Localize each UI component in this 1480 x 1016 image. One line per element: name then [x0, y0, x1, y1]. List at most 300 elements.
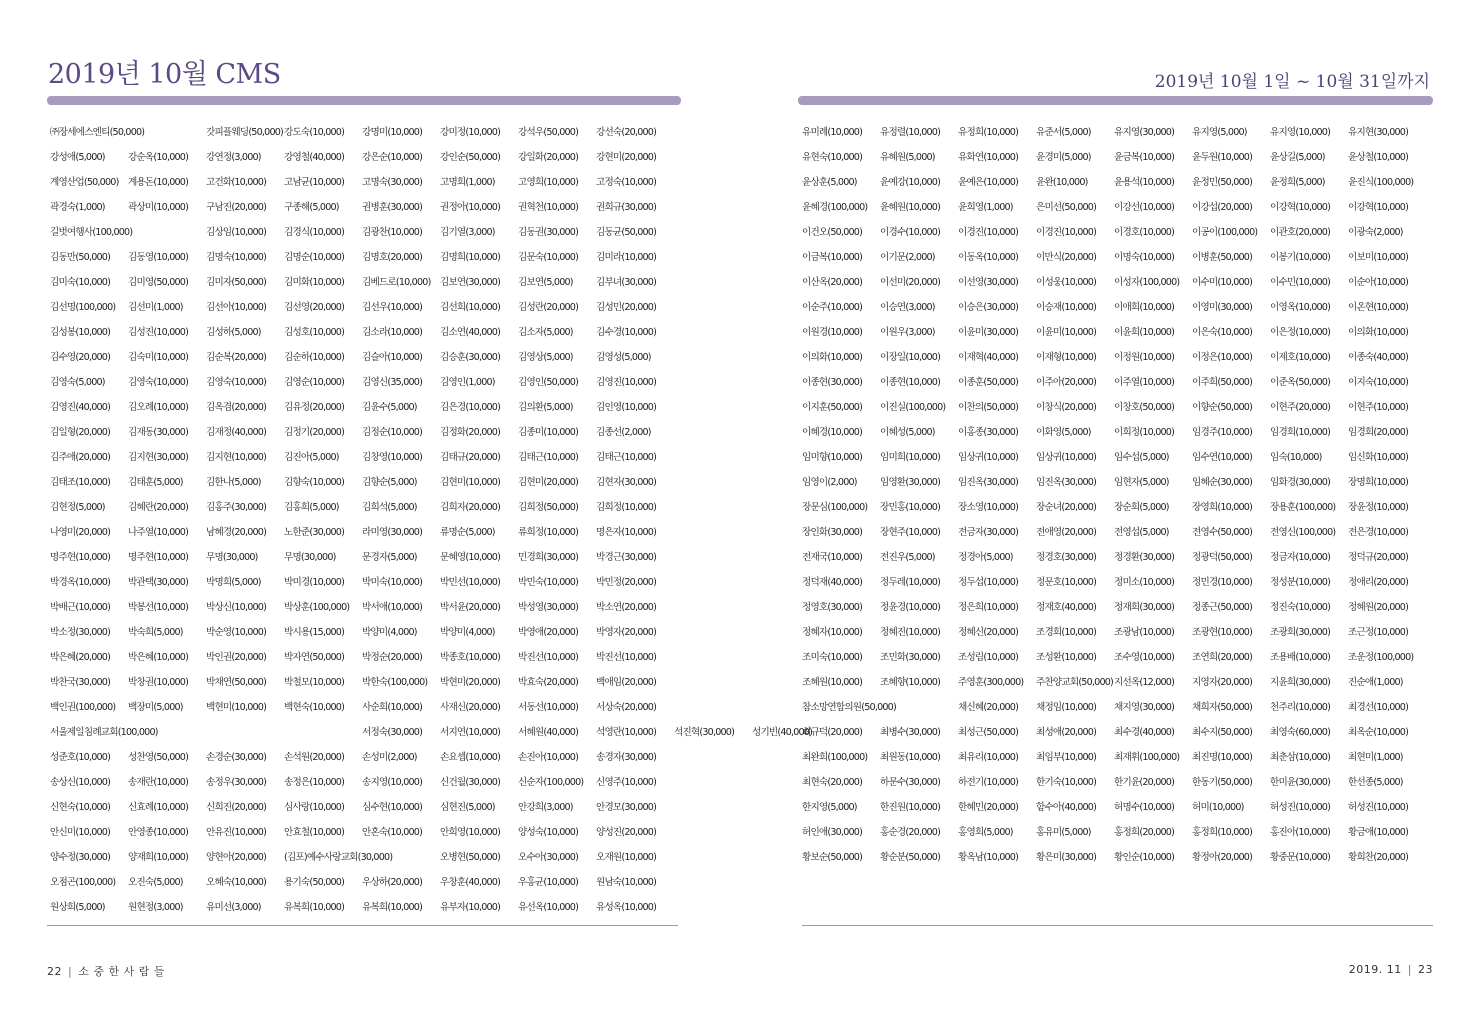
donor-entry: 최춘삼(10,000): [1270, 751, 1331, 763]
donor-entry: 지선옥(12,000): [1114, 676, 1175, 688]
donor-row: [50, 743, 680, 768]
donor-entry: 서상숙(20,000): [596, 701, 657, 713]
donor-entry: 곽경숙(1,000): [50, 201, 105, 213]
donor-entry: 이강혁(10,000): [1348, 201, 1409, 213]
donor-entry: 김영인(1,000): [440, 376, 495, 388]
donor-entry: 이보미(10,000): [1348, 251, 1409, 263]
donor-row: [802, 468, 1432, 493]
donor-row: [50, 818, 680, 843]
donor-entry: 정민경(10,000): [1192, 576, 1253, 588]
donor-entry: 이혜경(10,000): [802, 426, 863, 438]
donor-row: [802, 168, 1432, 193]
donor-entry: 김희자(20,000): [440, 501, 501, 513]
donor-entry: 황은미(30,000): [1036, 851, 1097, 863]
donor-entry: 김상임(10,000): [206, 226, 267, 238]
donor-entry: 허성진(10,000): [1270, 801, 1331, 813]
donor-row: [50, 168, 680, 193]
donor-entry: 강일화(20,000): [518, 151, 579, 163]
donor-entry: 정윤경(10,000): [880, 601, 941, 613]
donor-entry: 구남진(20,000): [206, 201, 267, 213]
donor-entry: 허성진(10,000): [1348, 801, 1409, 813]
donor-entry: 김희석(5,000): [362, 501, 417, 513]
donor-entry: 정경환(30,000): [1114, 551, 1175, 563]
donor-entry: 이재형(10,000): [1036, 351, 1097, 363]
donor-row: [802, 743, 1432, 768]
donor-entry: 이강선(10,000): [1114, 201, 1175, 213]
donor-row: [802, 818, 1432, 843]
donor-entry: 이진실(100,000): [880, 401, 946, 413]
donor-entry: 이종훈(50,000): [958, 376, 1019, 388]
donor-entry: 김영성(5,000): [596, 351, 651, 363]
donor-entry: 박명희(5,000): [206, 576, 261, 588]
donor-entry: 김정기(20,000): [284, 426, 345, 438]
donor-entry: 조성환(10,000): [1036, 651, 1097, 663]
donor-entry: 강현미(20,000): [596, 151, 657, 163]
donor-row: [802, 793, 1432, 818]
donor-entry: 정혜자(10,000): [802, 626, 863, 638]
donor-entry: 김영진(40,000): [50, 401, 111, 413]
donor-entry: 유혜원(5,000): [880, 151, 935, 163]
donor-entry: 최성애(20,000): [1036, 726, 1097, 738]
donor-entry: 정두섭(10,000): [958, 576, 1019, 588]
donor-entry: 장소영(10,000): [958, 501, 1019, 513]
donor-entry: 성기빈(40,000): [752, 726, 813, 738]
donor-entry: 김기열(3,000): [440, 226, 495, 238]
donor-entry: 장윤정(10,000): [1348, 501, 1409, 513]
donor-row: [50, 118, 680, 143]
donor-entry: 문혜영(10,000): [440, 551, 501, 563]
donor-entry: 홍유미(5,000): [1036, 826, 1091, 838]
donor-entry: 박양미(4,000): [440, 626, 495, 638]
donor-entry: 강인순(50,000): [440, 151, 501, 163]
donor-entry: 박자연(50,000): [284, 651, 345, 663]
donor-entry: 이의화(10,000): [1348, 326, 1409, 338]
donor-entry: 임상귀(10,000): [1036, 451, 1097, 463]
donor-entry: 김성봉(10,000): [50, 326, 111, 338]
donor-entry: 강영철(40,000): [284, 151, 345, 163]
donor-entry: 권혁천(10,000): [518, 201, 579, 213]
donor-entry: 우상하(20,000): [362, 876, 423, 888]
donor-entry: 백현숙(10,000): [284, 701, 345, 713]
donor-entry: 이주열(10,000): [1114, 376, 1175, 388]
donor-entry: 정덕규(20,000): [1348, 551, 1409, 563]
donor-entry: 양성숙(10,000): [518, 826, 579, 838]
donor-entry: 이주희(50,000): [1192, 376, 1253, 388]
donor-entry: 박양미(4,000): [362, 626, 417, 638]
donor-entry: 권정아(10,000): [440, 201, 501, 213]
donor-entry: 김미화(10,000): [284, 276, 345, 288]
donor-entry: 김현자(30,000): [596, 476, 657, 488]
donor-entry: 김영숙(10,000): [128, 376, 189, 388]
donor-entry: 박영애(20,000): [518, 626, 579, 638]
donor-entry: 황정아(20,000): [1192, 851, 1253, 863]
donor-row: [50, 693, 680, 718]
donor-entry: 조운정(100,000): [1348, 651, 1414, 663]
donor-entry: 조미숙(10,000): [802, 651, 863, 663]
donor-row: [50, 518, 680, 543]
donor-entry: 원남숙(10,000): [596, 876, 657, 888]
donor-entry: 우홍균(10,000): [518, 876, 579, 888]
donor-entry: 박상신(10,000): [206, 601, 267, 613]
donor-row: [802, 418, 1432, 443]
donor-entry: 이성웅(10,000): [1036, 276, 1097, 288]
donor-entry: 조광남(10,000): [1114, 626, 1175, 638]
donor-entry: 손경순(30,000): [206, 751, 267, 763]
donor-entry: 박철모(10,000): [284, 676, 345, 688]
donor-entry: 박숙희(5,000): [128, 626, 183, 638]
donor-entry: 김소연(40,000): [440, 326, 501, 338]
donor-entry: 임수연(10,000): [1192, 451, 1253, 463]
donor-entry: 전영섭(5,000): [1114, 526, 1169, 538]
donor-entry: 이승재(10,000): [1036, 301, 1097, 313]
donor-entry: 정혜원(20,000): [1348, 601, 1409, 613]
donor-entry: 이창식(20,000): [1036, 401, 1097, 413]
donor-entry: 박관택(30,000): [128, 576, 189, 588]
donor-entry: 이건오(50,000): [802, 226, 863, 238]
donor-entry: 유현숙(10,000): [802, 151, 863, 163]
donor-entry: 지윤희(30,000): [1270, 676, 1331, 688]
donor-row: [50, 843, 680, 868]
donor-entry: 유지영(10,000): [1270, 126, 1331, 138]
donor-entry: 이선영(30,000): [958, 276, 1019, 288]
donor-entry: 한기숙(10,000): [1036, 776, 1097, 788]
donor-entry: 이윤미(30,000): [958, 326, 1019, 338]
donor-entry: 안신미(10,000): [50, 826, 111, 838]
donor-entry: 황희찬(20,000): [1348, 851, 1409, 863]
donor-entry: 박순영(10,000): [206, 626, 267, 638]
donor-entry: 김성하(5,000): [206, 326, 261, 338]
donor-entry: 한미윤(30,000): [1270, 776, 1331, 788]
donor-entry: 윤희영(1,000): [958, 201, 1013, 213]
donor-entry: 정금자(10,000): [1270, 551, 1331, 563]
donor-entry: 황순분(50,000): [880, 851, 941, 863]
donor-entry: 이애희(10,000): [1114, 301, 1175, 313]
donor-row: [802, 318, 1432, 343]
donor-entry: 이성자(100,000): [1114, 276, 1180, 288]
donor-entry: 채신혜(20,000): [958, 701, 1019, 713]
donor-entry: 이정은(10,000): [1192, 351, 1253, 363]
donor-row: [802, 118, 1432, 143]
donor-entry: 박미숙(10,000): [362, 576, 423, 588]
donor-entry: 안경모(30,000): [596, 801, 657, 813]
donor-entry: 갓피플웨딩(50,000): [206, 126, 283, 138]
donor-entry: 김향숙(10,000): [284, 476, 345, 488]
donor-row: [802, 518, 1432, 543]
donor-entry: 허인애(30,000): [802, 826, 863, 838]
donor-entry: 김현미(20,000): [518, 476, 579, 488]
footer-separator: |: [1407, 963, 1412, 976]
donor-entry: 김재동(30,000): [128, 426, 189, 438]
donor-entry: 허명수(10,000): [1114, 801, 1175, 813]
donor-entry: 허미(10,000): [1192, 801, 1244, 813]
donor-entry: 김명희(10,000): [440, 251, 501, 263]
page-title: 2019년 10월 CMS: [48, 59, 281, 90]
donor-entry: 사재신(20,000): [440, 701, 501, 713]
donor-entry: 고건화(10,000): [206, 176, 267, 188]
donor-entry: 이향순(50,000): [1192, 401, 1253, 413]
donor-entry: 박효숙(20,000): [518, 676, 579, 688]
donor-entry: 김종선(2,000): [596, 426, 651, 438]
donor-entry: 오점곤(100,000): [50, 876, 116, 888]
donor-entry: 장순녀(20,000): [1036, 501, 1097, 513]
donor-entry: 박배근(10,000): [50, 601, 111, 613]
donor-entry: 유지영(30,000): [1114, 126, 1175, 138]
donor-entry: 유부자(10,000): [440, 901, 501, 913]
donor-entry: 백현미(10,000): [206, 701, 267, 713]
donor-entry: 이은정(10,000): [1270, 326, 1331, 338]
donor-entry: 성찬영(50,000): [128, 751, 189, 763]
donor-entry: 유준서(5,000): [1036, 126, 1091, 138]
donor-entry: 서울제일침례교회(100,000): [50, 726, 158, 738]
donor-entry: 임영환(30,000): [880, 476, 941, 488]
donor-entry: 박서윤(20,000): [440, 601, 501, 613]
donor-row: [802, 293, 1432, 318]
donor-entry: 박채연(50,000): [206, 676, 267, 688]
donor-entry: 심수현(10,000): [362, 801, 423, 813]
donor-entry: 박민정(20,000): [596, 576, 657, 588]
donor-entry: 정은희(10,000): [958, 601, 1019, 613]
donor-entry: 김순하(10,000): [284, 351, 345, 363]
donor-entry: 주영훈(300,000): [958, 676, 1024, 688]
donor-entry: 송지영(10,000): [362, 776, 423, 788]
donor-entry: 양재희(10,000): [128, 851, 189, 863]
donor-entry: 김영숙(5,000): [50, 376, 105, 388]
right-bottom-rule: [802, 925, 1433, 926]
donor-entry: 김윤수(5,000): [362, 401, 417, 413]
left-header-bar: [47, 96, 681, 105]
donor-entry: 전영수(50,000): [1192, 526, 1253, 538]
donor-entry: 고정숙(10,000): [596, 176, 657, 188]
donor-entry: 정광덕(50,000): [1192, 551, 1253, 563]
donor-entry: 이종숙(40,000): [1348, 351, 1409, 363]
donor-entry: 윤상길(5,000): [1270, 151, 1325, 163]
donor-entry: 서지연(10,000): [440, 726, 501, 738]
donor-entry: 신희진(20,000): [206, 801, 267, 813]
donor-entry: 한기윤(20,000): [1114, 776, 1175, 788]
donor-entry: 송재란(10,000): [128, 776, 189, 788]
donor-entry: 최유리(10,000): [958, 751, 1019, 763]
donor-entry: 원상희(5,000): [50, 901, 105, 913]
donor-entry: 정재희(30,000): [1114, 601, 1175, 613]
donor-entry: 홍정희(20,000): [1114, 826, 1175, 838]
donor-row: [50, 868, 680, 893]
donor-entry: 임상귀(10,000): [958, 451, 1019, 463]
donor-row: [50, 243, 680, 268]
donor-entry: 김정순(10,000): [362, 426, 423, 438]
donor-entry: 정미소(10,000): [1114, 576, 1175, 588]
donor-entry: 김태근(10,000): [518, 451, 579, 463]
donor-entry: 조연희(20,000): [1192, 651, 1253, 663]
donor-entry: 유복희(10,000): [362, 901, 423, 913]
donor-entry: 최현숙(20,000): [802, 776, 863, 788]
donor-entry: 윤혜경(100,000): [802, 201, 868, 213]
donor-entry: 박성영(30,000): [518, 601, 579, 613]
donor-entry: 문경자(5,000): [362, 551, 417, 563]
donor-row: [802, 268, 1432, 293]
donor-entry: 김영인(50,000): [518, 376, 579, 388]
donor-entry: 이원우(3,000): [880, 326, 935, 338]
donor-entry: 이금복(10,000): [802, 251, 863, 263]
donor-entry: 명은자(10,000): [596, 526, 657, 538]
donor-entry: 박시용(15,000): [284, 626, 345, 638]
donor-entry: 박은혜(10,000): [128, 651, 189, 663]
donor-entry: 전은경(10,000): [1348, 526, 1409, 538]
donor-entry: 김광찬(10,000): [362, 226, 423, 238]
donor-entry: 김진아(5,000): [284, 451, 339, 463]
donor-entry: 백장미(5,000): [128, 701, 183, 713]
donor-entry: 이봉기(10,000): [1270, 251, 1331, 263]
donor-entry: 박상훈(100,000): [284, 601, 350, 613]
donor-entry: 오재원(10,000): [596, 851, 657, 863]
donor-entry: 김정화(20,000): [440, 426, 501, 438]
donor-entry: 이현주(10,000): [1348, 401, 1409, 413]
donor-entry: 김선우(10,000): [362, 301, 423, 313]
donor-entry: 김향순(5,000): [362, 476, 417, 488]
donor-entry: 김홍희(5,000): [284, 501, 339, 513]
donor-entry: 무명(30,000): [284, 551, 336, 563]
donor-entry: 박창권(10,000): [128, 676, 189, 688]
donor-row: [802, 143, 1432, 168]
donor-entry: 신현숙(10,000): [50, 801, 111, 813]
donor-row: [50, 718, 813, 743]
donor-entry: 임신화(10,000): [1348, 451, 1409, 463]
donor-entry: 석진혁(30,000): [674, 726, 735, 738]
donor-entry: 명주현(10,000): [50, 551, 111, 563]
left-footer: [47, 963, 165, 979]
donor-entry: 김영숙(10,000): [206, 376, 267, 388]
donor-entry: 황보순(50,000): [802, 851, 863, 863]
donor-row: [50, 793, 680, 818]
donor-entry: 천주리(10,000): [1270, 701, 1331, 713]
donor-entry: 김명순(10,000): [284, 251, 345, 263]
donor-row: [802, 618, 1432, 643]
donor-entry: 김태조(10,000): [50, 476, 111, 488]
donor-row: [802, 643, 1432, 668]
donor-row: [802, 368, 1432, 393]
donor-entry: 고영희(10,000): [518, 176, 579, 188]
donor-entry: 함수아(40,000): [1036, 801, 1097, 813]
donor-entry: 김미숙(10,000): [50, 276, 111, 288]
donor-entry: 임수섭(5,000): [1114, 451, 1169, 463]
donor-entry: 신순자(100,000): [518, 776, 584, 788]
donor-row: [802, 343, 1432, 368]
donor-entry: 이제호(10,000): [1270, 351, 1331, 363]
donor-entry: 황중문(10,000): [1270, 851, 1331, 863]
donor-row: [50, 443, 680, 468]
donor-row: [50, 218, 680, 243]
donor-entry: 조광현(10,000): [1192, 626, 1253, 638]
donor-entry: 한선종(5,000): [1348, 776, 1403, 788]
donor-entry: 이혜성(5,000): [880, 426, 935, 438]
donor-entry: 이지숙(10,000): [1348, 376, 1409, 388]
donor-entry: 계용돈(10,000): [128, 176, 189, 188]
donor-entry: 홍진아(10,000): [1270, 826, 1331, 838]
donor-row: [50, 418, 680, 443]
donor-entry: 김현정(5,000): [50, 501, 105, 513]
donor-entry: 김혜란(20,000): [128, 501, 189, 513]
donor-entry: 안강희(3,000): [518, 801, 573, 813]
donor-entry: 윤완(10,000): [1036, 176, 1088, 188]
donor-entry: 이동옥(10,000): [958, 251, 1019, 263]
right-footer: [1349, 963, 1433, 976]
donor-entry: 김성민(20,000): [596, 301, 657, 313]
donor-entry: 홍정희(10,000): [1192, 826, 1253, 838]
donor-entry: 나주열(10,000): [128, 526, 189, 538]
donor-entry: 홍순경(20,000): [880, 826, 941, 838]
donor-entry: 유지현(30,000): [1348, 126, 1409, 138]
donor-entry: 정종근(50,000): [1192, 601, 1253, 613]
donor-entry: 김옥겸(20,000): [206, 401, 267, 413]
donor-entry: 이창호(50,000): [1114, 401, 1175, 413]
donor-entry: 박소연(20,000): [596, 601, 657, 613]
donor-entry: 조성림(10,000): [958, 651, 1019, 663]
donor-entry: 황금애(10,000): [1348, 826, 1409, 838]
donor-entry: 송상신(10,000): [50, 776, 111, 788]
donor-entry: 은미선(50,000): [1036, 201, 1097, 213]
donor-row: [802, 493, 1432, 518]
donor-entry: 조혜향(10,000): [880, 676, 941, 688]
donor-entry: 채희자(50,000): [1192, 701, 1253, 713]
donor-entry: 김희정(50,000): [518, 501, 579, 513]
donor-entry: 전재국(10,000): [802, 551, 863, 563]
donor-entry: 강도숙(10,000): [284, 126, 345, 138]
donor-entry: 장영희(10,000): [1192, 501, 1253, 513]
donor-entry: 장문심(100,000): [802, 501, 868, 513]
donor-entry: 최병수(30,000): [880, 726, 941, 738]
donor-entry: 김인영(10,000): [596, 401, 657, 413]
donor-entry: 이영옥(10,000): [1270, 301, 1331, 313]
donor-entry: 장명희(10,000): [1348, 476, 1409, 488]
donor-entry: 임현자(5,000): [1114, 476, 1169, 488]
left-page-number: 22: [47, 965, 62, 978]
donor-entry: 정경아(5,000): [958, 551, 1013, 563]
donor-entry: 석영란(10,000): [596, 726, 657, 738]
donor-entry: 김명숙(10,000): [206, 251, 267, 263]
donor-entry: 박미경(10,000): [284, 576, 345, 588]
donor-entry: 김동권(30,000): [518, 226, 579, 238]
donor-entry: 박민선(10,000): [440, 576, 501, 588]
donor-entry: 전애영(20,000): [1036, 526, 1097, 538]
donor-entry: 최현미(1,000): [1348, 751, 1403, 763]
donor-entry: 안희영(10,000): [440, 826, 501, 838]
donor-entry: 이홍종(30,000): [958, 426, 1019, 438]
donor-entry: 유성옥(10,000): [596, 901, 657, 913]
donor-entry: 정두레(10,000): [880, 576, 941, 588]
donor-entry: 임경주(10,000): [1192, 426, 1253, 438]
donor-entry: 이준옥(50,000): [1270, 376, 1331, 388]
donor-entry: 이승연(3,000): [880, 301, 935, 313]
donor-entry: 윤진식(100,000): [1348, 176, 1414, 188]
donor-entry: 고남균(10,000): [284, 176, 345, 188]
donor-entry: 이순아(10,000): [1348, 276, 1409, 288]
donor-entry: 길벗여행사(100,000): [50, 226, 133, 238]
donor-entry: 김성호(10,000): [284, 326, 345, 338]
donor-entry: 서혜원(40,000): [518, 726, 579, 738]
donor-entry: 신영주(10,000): [596, 776, 657, 788]
donor-entry: 이윤미(10,000): [1036, 326, 1097, 338]
donor-entry: 김미라(10,000): [596, 251, 657, 263]
donor-entry: 사순희(10,000): [362, 701, 423, 713]
donor-entry: 양현아(20,000): [206, 851, 267, 863]
donor-entry: 정혜신(20,000): [958, 626, 1019, 638]
donor-entry: 이재혁(40,000): [958, 351, 1019, 363]
donor-entry: 이의화(10,000): [802, 351, 863, 363]
donor-row: [802, 693, 1432, 718]
donor-entry: 오진숙(5,000): [128, 876, 183, 888]
donor-entry: 최영숙(60,000): [1270, 726, 1331, 738]
donor-entry: 전진우(5,000): [880, 551, 935, 563]
donor-entry: 강연정(3,000): [206, 151, 261, 163]
